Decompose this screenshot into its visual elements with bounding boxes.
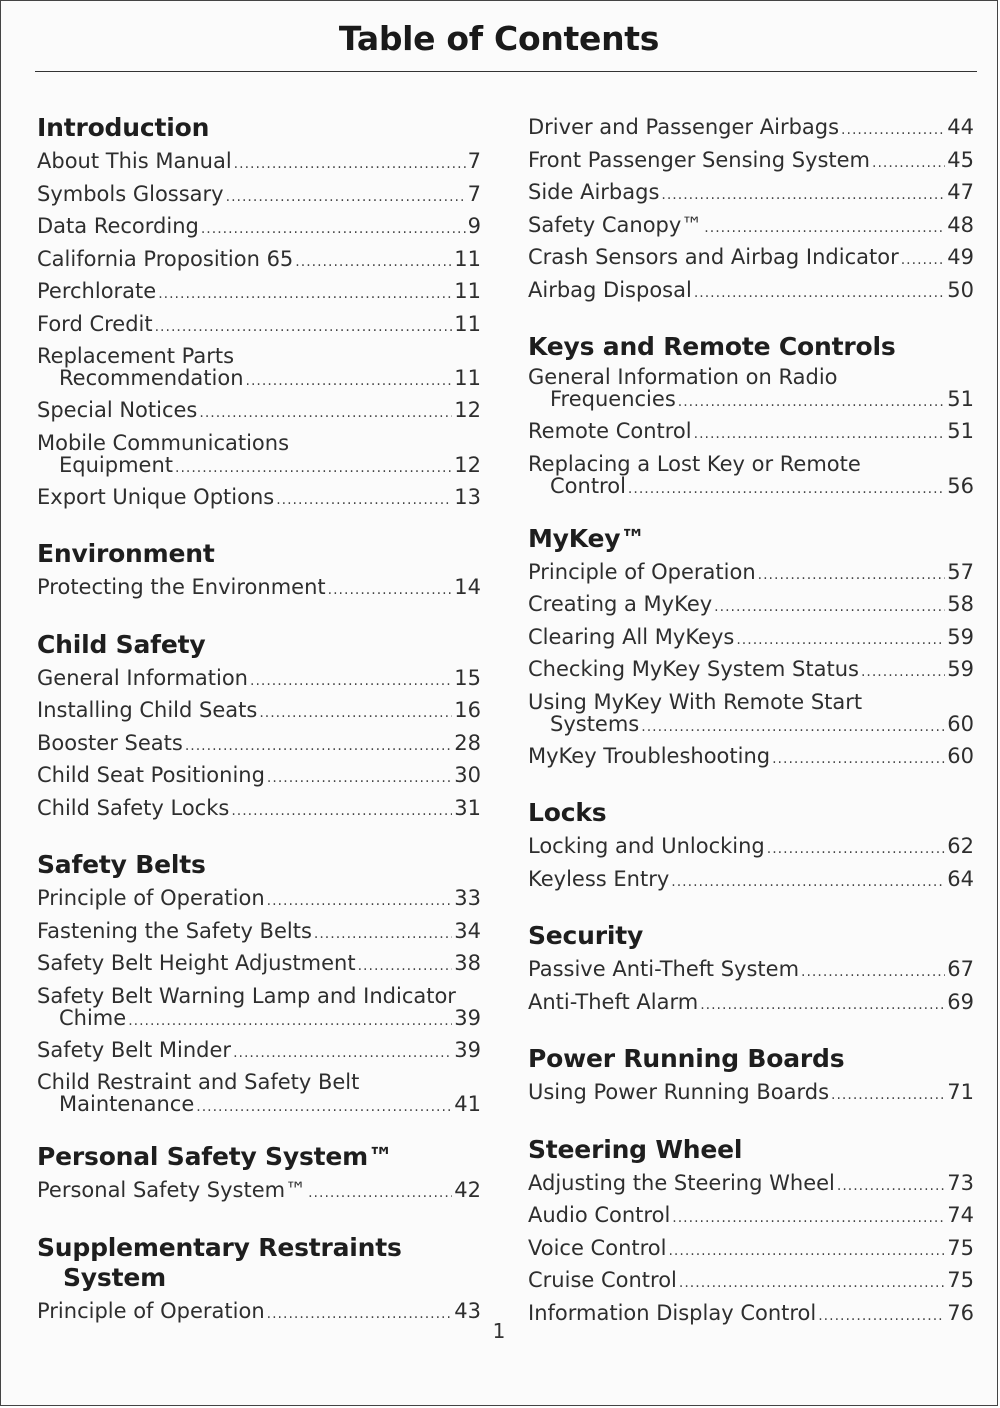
entry-line bbox=[37, 1093, 481, 1118]
entry-title: California Proposition 65 bbox=[37, 246, 294, 271]
dot-leader bbox=[901, 246, 946, 276]
toc-section-safety-belts bbox=[37, 850, 481, 1118]
section-heading bbox=[37, 850, 481, 880]
entry-line bbox=[528, 276, 974, 309]
entry-page-number: 9 bbox=[467, 214, 481, 238]
entry-title: Remote Control bbox=[528, 419, 692, 443]
entry-page-number: 67 bbox=[947, 957, 974, 981]
entry-line bbox=[37, 367, 481, 392]
toc-entry[interactable] bbox=[528, 211, 974, 244]
entry-title: Voice Control bbox=[528, 1235, 667, 1260]
entry-page-number: 59 bbox=[947, 624, 974, 649]
dot-leader bbox=[185, 732, 452, 762]
toc-entry[interactable] bbox=[528, 366, 974, 413]
toc-entry[interactable] bbox=[37, 147, 481, 180]
dot-leader bbox=[671, 868, 945, 898]
dot-leader bbox=[679, 1269, 945, 1299]
toc-right-column bbox=[528, 113, 974, 1355]
entry-page-number: 7 bbox=[467, 149, 481, 173]
dot-leader bbox=[704, 214, 945, 244]
section-heading-text: Introduction bbox=[37, 113, 210, 142]
entry-title: Fastening the Safety Belts bbox=[37, 918, 312, 943]
entry-line bbox=[37, 949, 481, 982]
entry-line bbox=[37, 1007, 481, 1032]
entry-title: Audio Control bbox=[528, 1203, 671, 1227]
toc-entry[interactable] bbox=[528, 1266, 974, 1299]
page-number: 1 bbox=[492, 1319, 506, 1343]
dot-leader bbox=[767, 835, 946, 865]
dot-leader bbox=[295, 248, 452, 278]
toc-section-mykey bbox=[528, 524, 974, 775]
dot-leader bbox=[250, 667, 452, 697]
entry-title: Safety Belt Minder bbox=[37, 1037, 232, 1062]
toc-entry[interactable] bbox=[37, 794, 481, 827]
entry-page-number: 57 bbox=[947, 559, 974, 584]
entry-title: Replacing a Lost Key or Remote bbox=[528, 451, 861, 476]
entry-line bbox=[528, 211, 974, 244]
toc-entry[interactable] bbox=[528, 691, 974, 738]
entry-title: Creating a MyKey bbox=[528, 592, 713, 616]
toc-entry[interactable] bbox=[528, 113, 974, 146]
entry-page-number: 14 bbox=[454, 575, 481, 599]
entry-page-number: 39 bbox=[454, 1037, 481, 1062]
dot-leader bbox=[841, 116, 945, 146]
toc-section-environment bbox=[37, 539, 481, 606]
toc-entry[interactable] bbox=[37, 277, 481, 310]
section-heading-text: Keys and Remote Controls bbox=[528, 332, 896, 361]
entry-page-number: 11 bbox=[454, 311, 481, 336]
toc-entry[interactable] bbox=[528, 655, 974, 688]
entry-line bbox=[37, 664, 481, 697]
section-heading-text: Steering Wheel bbox=[528, 1134, 743, 1164]
dot-leader bbox=[628, 478, 945, 500]
entry-line bbox=[528, 417, 974, 450]
section-heading bbox=[37, 1233, 481, 1293]
entry-line bbox=[528, 955, 974, 988]
entry-title: Information Display Control bbox=[528, 1300, 817, 1325]
toc-entry[interactable] bbox=[37, 985, 481, 1032]
entry-line bbox=[528, 1201, 974, 1234]
entry-title: Checking MyKey System Status bbox=[528, 657, 859, 681]
toc-entry[interactable] bbox=[528, 1234, 974, 1267]
dot-leader bbox=[267, 887, 453, 917]
dot-leader bbox=[234, 150, 466, 180]
toc-entry[interactable] bbox=[528, 590, 974, 623]
dot-leader bbox=[736, 626, 945, 656]
entry-line bbox=[37, 310, 481, 343]
section-heading bbox=[528, 524, 974, 554]
entry-title: Personal Safety System™ bbox=[37, 1178, 307, 1202]
entry-title: Booster Seats bbox=[37, 730, 183, 755]
toc-entry[interactable] bbox=[37, 432, 481, 479]
toc-entry[interactable] bbox=[37, 1036, 481, 1069]
entry-page-number: 64 bbox=[947, 866, 974, 891]
toc-entry[interactable] bbox=[528, 417, 974, 450]
entry-title-continuation: Frequencies bbox=[550, 387, 676, 411]
section-heading bbox=[37, 113, 481, 143]
entry-page-number: 7 bbox=[467, 181, 481, 206]
dot-leader bbox=[226, 183, 466, 213]
entry-title: Safety Belt Height Adjustment bbox=[37, 951, 356, 975]
entry-title: Export Unique Options bbox=[37, 484, 275, 509]
entry-title: Locking and Unlocking bbox=[528, 834, 765, 858]
entry-title-continuation: Systems bbox=[550, 711, 640, 736]
entry-page-number: 73 bbox=[947, 1170, 974, 1195]
section-heading-text: Supplementary Restraints bbox=[37, 1232, 402, 1262]
entry-line bbox=[37, 761, 481, 794]
entry-title: Adjusting the Steering Wheel bbox=[528, 1170, 835, 1195]
entry-line bbox=[37, 212, 481, 245]
dot-leader bbox=[246, 370, 453, 392]
dot-leader bbox=[700, 991, 945, 1021]
entry-title-continuation: Chime bbox=[59, 1005, 127, 1030]
entry-page-number: 75 bbox=[947, 1268, 974, 1292]
entry-title: Clearing All MyKeys bbox=[528, 624, 735, 649]
section-heading bbox=[37, 1142, 481, 1172]
entry-line bbox=[528, 655, 974, 688]
toc-entry[interactable] bbox=[37, 917, 481, 950]
toc-section-supplementary-restraints bbox=[37, 1233, 481, 1330]
entry-line bbox=[528, 1234, 974, 1267]
entry-page-number: 39 bbox=[454, 1005, 481, 1030]
dot-leader bbox=[358, 952, 453, 982]
entry-title: MyKey Troubleshooting bbox=[528, 743, 771, 768]
toc-entry[interactable] bbox=[528, 276, 974, 309]
section-heading bbox=[528, 332, 974, 362]
entry-page-number: 75 bbox=[947, 1235, 974, 1260]
entry-line bbox=[528, 623, 974, 656]
entry-title-continuation: Maintenance bbox=[59, 1092, 195, 1116]
section-heading bbox=[528, 1044, 974, 1074]
entry-line bbox=[37, 245, 481, 278]
entry-page-number: 44 bbox=[947, 115, 974, 139]
entry-page-number: 12 bbox=[454, 452, 481, 477]
entry-page-number: 69 bbox=[947, 989, 974, 1014]
toc-section-keys-and-remote-controls bbox=[528, 332, 974, 500]
entry-title: Safety Canopy™ bbox=[528, 212, 703, 237]
dot-leader bbox=[678, 391, 946, 413]
entry-title: Protecting the Environment bbox=[37, 575, 326, 599]
entry-title-continuation: Recommendation bbox=[59, 366, 244, 390]
entry-title: Side Airbags bbox=[528, 180, 660, 204]
entry-page-number: 12 bbox=[454, 398, 481, 422]
toc-entry[interactable] bbox=[528, 146, 974, 179]
entry-title-continuation: Equipment bbox=[59, 452, 173, 477]
entry-title: General Information bbox=[37, 665, 248, 690]
entry-title: Child Seat Positioning bbox=[37, 763, 265, 787]
entry-title: Child Safety Locks bbox=[37, 795, 230, 820]
entry-line bbox=[37, 277, 481, 310]
toc-entry[interactable] bbox=[528, 865, 974, 898]
entry-line bbox=[37, 917, 481, 950]
dot-leader bbox=[694, 279, 945, 309]
toc-entry[interactable] bbox=[528, 1169, 974, 1202]
section-heading-text: Child Safety bbox=[37, 629, 206, 659]
toc-entry[interactable] bbox=[37, 483, 481, 516]
entry-title: Safety Belt Warning Lamp and Indicator bbox=[37, 983, 456, 1008]
entry-line bbox=[37, 483, 481, 516]
entry-title: Principle of Operation bbox=[37, 1298, 265, 1323]
toc-left-column bbox=[37, 113, 481, 1353]
toc-entry[interactable] bbox=[37, 212, 481, 245]
entry-page-number: 48 bbox=[947, 212, 974, 237]
entry-page-number: 30 bbox=[454, 763, 481, 787]
dot-leader bbox=[772, 745, 945, 775]
entry-line bbox=[528, 1078, 974, 1111]
entry-page-number: 15 bbox=[454, 665, 481, 690]
entry-title: Special Notices bbox=[37, 398, 198, 422]
entry-title: General Information on Radio bbox=[528, 365, 838, 389]
dot-leader bbox=[831, 1081, 945, 1111]
dot-leader bbox=[259, 699, 452, 729]
section-heading-text: Locks bbox=[528, 798, 607, 827]
section-heading bbox=[528, 1135, 974, 1165]
entry-page-number: 76 bbox=[947, 1300, 974, 1325]
toc-entry[interactable] bbox=[37, 180, 481, 213]
dot-leader bbox=[668, 1237, 945, 1267]
entry-title-continuation: Control bbox=[550, 473, 626, 498]
entry-line bbox=[528, 742, 974, 775]
entry-line bbox=[37, 573, 481, 606]
entry-page-number: 11 bbox=[454, 366, 481, 390]
entry-line bbox=[528, 178, 974, 211]
entry-page-number: 56 bbox=[947, 473, 974, 498]
entry-page-number: 41 bbox=[454, 1092, 481, 1116]
dot-leader bbox=[231, 797, 452, 827]
entry-page-number: 62 bbox=[947, 834, 974, 858]
entry-page-number: 28 bbox=[454, 730, 481, 755]
entry-page-number: 45 bbox=[947, 147, 974, 172]
section-heading-text: Power Running Boards bbox=[528, 1044, 845, 1073]
dot-leader bbox=[267, 764, 452, 794]
entry-line bbox=[528, 243, 974, 276]
toc-entry[interactable] bbox=[528, 988, 974, 1021]
section-heading-text: Security bbox=[528, 921, 644, 950]
dot-leader bbox=[276, 486, 452, 516]
toc-entry[interactable] bbox=[37, 245, 481, 278]
entry-title: Installing Child Seats bbox=[37, 698, 258, 722]
entry-title: Principle of Operation bbox=[37, 886, 265, 910]
entry-line bbox=[528, 590, 974, 623]
toc-entry[interactable] bbox=[37, 573, 481, 606]
toc-entry[interactable] bbox=[37, 396, 481, 429]
section-heading-text: Safety Belts bbox=[37, 850, 206, 879]
toc-section-personal-safety-system bbox=[37, 1142, 481, 1209]
dot-leader bbox=[837, 1172, 945, 1202]
entry-title: Airbag Disposal bbox=[528, 277, 692, 302]
entry-line bbox=[37, 729, 481, 762]
dot-leader bbox=[714, 593, 945, 623]
section-heading bbox=[528, 798, 974, 828]
entry-title: Keyless Entry bbox=[528, 866, 670, 891]
entry-page-number: 13 bbox=[454, 484, 481, 509]
entry-page-number: 47 bbox=[947, 180, 974, 204]
dot-leader bbox=[233, 1039, 452, 1069]
section-heading bbox=[528, 921, 974, 951]
dot-leader bbox=[201, 215, 466, 245]
section-heading-continuation: System bbox=[63, 1262, 166, 1292]
entry-page-number: 60 bbox=[947, 711, 974, 736]
entry-line bbox=[528, 388, 974, 413]
toc-entry[interactable] bbox=[37, 729, 481, 762]
section-heading-text: Environment bbox=[37, 539, 215, 568]
entry-line bbox=[528, 1266, 974, 1299]
entry-title: Cruise Control bbox=[528, 1268, 677, 1292]
page-title: Table of Contents bbox=[338, 19, 660, 58]
toc-entry[interactable] bbox=[528, 558, 974, 591]
toc-section-steering-wheel bbox=[528, 1135, 974, 1332]
entry-line bbox=[528, 558, 974, 591]
entry-title: Passive Anti-Theft System bbox=[528, 957, 800, 981]
dot-leader bbox=[801, 958, 945, 988]
toc-entry[interactable] bbox=[528, 1078, 974, 1111]
entry-page-number: 16 bbox=[454, 698, 481, 722]
dot-leader bbox=[175, 457, 452, 479]
entry-page-number: 34 bbox=[454, 918, 481, 943]
entry-page-number: 11 bbox=[454, 279, 481, 303]
entry-title: Symbols Glossary bbox=[37, 181, 224, 206]
dot-leader bbox=[641, 716, 945, 738]
toc-section-child-safety bbox=[37, 630, 481, 827]
entry-page-number: 49 bbox=[947, 245, 974, 269]
entry-title: Driver and Passenger Airbags bbox=[528, 115, 840, 139]
toc-entry[interactable] bbox=[37, 1071, 481, 1118]
entry-line bbox=[528, 146, 974, 179]
entry-page-number: 11 bbox=[454, 246, 481, 271]
toc-entry[interactable] bbox=[37, 1176, 481, 1209]
toc-entry[interactable] bbox=[37, 310, 481, 343]
entry-page-number: 38 bbox=[454, 951, 481, 975]
toc-entry[interactable] bbox=[37, 345, 481, 392]
toc-entry[interactable] bbox=[528, 832, 974, 865]
section-heading-text: Personal Safety System™ bbox=[37, 1142, 393, 1171]
entry-title: Replacement Parts bbox=[37, 344, 235, 368]
entry-title: Data Recording bbox=[37, 214, 199, 238]
toc-entry[interactable] bbox=[528, 742, 974, 775]
dot-leader bbox=[328, 576, 453, 606]
entry-page-number: 59 bbox=[947, 657, 974, 681]
entry-line bbox=[528, 113, 974, 146]
toc-entry[interactable] bbox=[37, 696, 481, 729]
toc-section-power-running-boards bbox=[528, 1044, 974, 1111]
entry-line bbox=[37, 454, 481, 479]
entry-title: Using MyKey With Remote Start bbox=[528, 689, 863, 714]
entry-line bbox=[37, 884, 481, 917]
entry-line bbox=[37, 147, 481, 180]
entry-title: Using Power Running Boards bbox=[528, 1080, 830, 1104]
dot-leader bbox=[155, 313, 453, 343]
toc-entry[interactable] bbox=[528, 178, 974, 211]
dot-leader bbox=[694, 420, 946, 450]
toc-entry[interactable] bbox=[528, 623, 974, 656]
dot-leader bbox=[872, 149, 945, 179]
toc-entry[interactable] bbox=[528, 955, 974, 988]
entry-line bbox=[528, 865, 974, 898]
entry-title: Child Restraint and Safety Belt bbox=[37, 1070, 360, 1094]
entry-line bbox=[37, 794, 481, 827]
dot-leader bbox=[314, 920, 452, 950]
title-divider bbox=[35, 71, 977, 72]
entry-line bbox=[528, 1169, 974, 1202]
entry-line bbox=[528, 988, 974, 1021]
section-heading bbox=[37, 630, 481, 660]
entry-page-number: 51 bbox=[947, 387, 974, 411]
entry-line bbox=[37, 1176, 481, 1209]
toc-section-continued bbox=[528, 113, 974, 308]
entry-title: About This Manual bbox=[37, 149, 232, 173]
entry-title: Anti-Theft Alarm bbox=[528, 989, 699, 1014]
entry-page-number: 58 bbox=[947, 592, 974, 616]
toc-entry[interactable] bbox=[528, 243, 974, 276]
toc-section-security bbox=[528, 921, 974, 1020]
entry-title: Ford Credit bbox=[37, 311, 153, 336]
entry-page-number: 43 bbox=[454, 1298, 481, 1323]
entry-line bbox=[37, 180, 481, 213]
entry-line bbox=[528, 832, 974, 865]
dot-leader bbox=[861, 658, 945, 688]
dot-leader bbox=[199, 399, 452, 429]
dot-leader bbox=[661, 181, 945, 211]
entry-title: Crash Sensors and Airbag Indicator bbox=[528, 245, 899, 269]
entry-page-number: 51 bbox=[947, 419, 974, 443]
entry-line bbox=[37, 1036, 481, 1069]
entry-title: Front Passenger Sensing System bbox=[528, 147, 871, 172]
entry-line bbox=[37, 396, 481, 429]
toc-entry[interactable] bbox=[528, 453, 974, 500]
section-heading bbox=[37, 539, 481, 569]
entry-title: Mobile Communications bbox=[37, 430, 290, 455]
dot-leader bbox=[158, 280, 452, 310]
dot-leader bbox=[758, 561, 946, 591]
entry-line bbox=[37, 696, 481, 729]
toc-entry[interactable] bbox=[37, 761, 481, 794]
dot-leader bbox=[308, 1179, 452, 1209]
entry-page-number: 42 bbox=[454, 1178, 481, 1202]
dot-leader bbox=[672, 1204, 945, 1234]
toc-section-introduction bbox=[37, 113, 481, 515]
toc-section-locks bbox=[528, 798, 974, 897]
entry-line bbox=[528, 475, 974, 500]
entry-page-number: 71 bbox=[947, 1080, 974, 1104]
entry-page-number: 31 bbox=[454, 795, 481, 820]
toc-entry[interactable] bbox=[37, 949, 481, 982]
entry-page-number: 50 bbox=[947, 277, 974, 302]
toc-entry[interactable] bbox=[528, 1201, 974, 1234]
toc-entry[interactable] bbox=[37, 664, 481, 697]
entry-page-number: 60 bbox=[947, 743, 974, 768]
entry-page-number: 33 bbox=[454, 886, 481, 910]
dot-leader bbox=[128, 1010, 452, 1032]
toc-entry[interactable] bbox=[37, 884, 481, 917]
section-heading-text: MyKey™ bbox=[528, 523, 646, 553]
entry-page-number: 74 bbox=[947, 1203, 974, 1227]
entry-line bbox=[528, 713, 974, 738]
entry-title: Perchlorate bbox=[37, 279, 157, 303]
entry-title: Principle of Operation bbox=[528, 559, 756, 584]
dot-leader bbox=[196, 1096, 452, 1118]
